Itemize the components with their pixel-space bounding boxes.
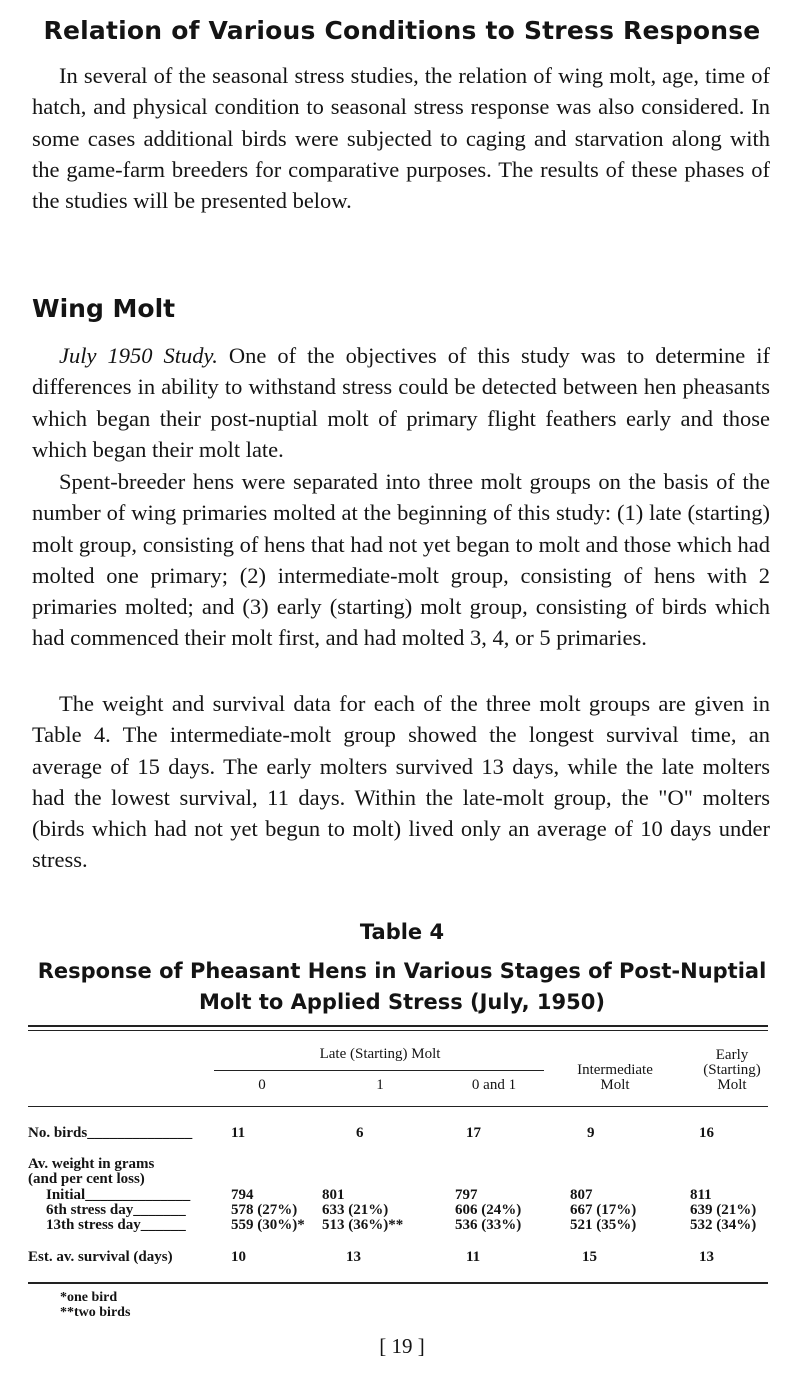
cell-initial-early: 811 [690, 1187, 712, 1203]
table-title-line-1: Response of Pheasant Hens in Various Stages of Post-Nuptial [37, 959, 767, 983]
weight-header [28, 1157, 154, 1187]
footnote-one-bird: *one bird [60, 1290, 118, 1305]
section-heading: Relation of Various Conditions to Stress Response [43, 16, 761, 45]
page-number: [ 19 ] [379, 1334, 425, 1358]
intro-paragraph: In several of the seasonal stress studies, the relation of wing molt, age, time of hatch, and physical condition to seasonal stress response was also considered. In some cases additional birds were subjected to caging and starvation along with the game-farm breeders for comparative purposes. The results of these phases of the studies will be presented below. [32, 63, 770, 214]
cell-survival-early: 13 [699, 1249, 714, 1265]
cell-birds-1: 6 [356, 1125, 364, 1141]
cell-survival-0and1: 11 [466, 1249, 481, 1265]
table-label: Table 4 [359, 920, 445, 944]
col-header-0-and-1: 0 and 1 [471, 1077, 517, 1093]
table-title [0, 956, 804, 1018]
cell-initial-1: 801 [322, 1187, 345, 1203]
row-label-birds: No. birds______________ [28, 1125, 193, 1141]
col-header-1: 1 [376, 1077, 384, 1093]
table-bottom-rule [28, 1282, 768, 1284]
weight-header-line-1: Av. weight in grams [28, 1156, 155, 1172]
table-top-rule-thin [28, 1030, 768, 1031]
cell-6th-0: 578 (27%) [231, 1202, 298, 1218]
footnote-two-birds: **two birds [60, 1305, 131, 1320]
row-label-initial: Initial______________ [46, 1187, 191, 1203]
col-header-early-line-1: Early [715, 1047, 749, 1063]
molt-paragraph-2: Spent-breeder hens were separated into three molt groups on the basis of the number of wing primaries molted at the beginning of this study: (1) late (starting) molt group, consisting of hens that had not yet began to molt and those which had molted one primary; (2) intermediate-molt group, consisting of hens with 2 primaries molted; and (3) early (starting) molt group, consisting of birds which had commenced their molt first, and had molted 3, 4, or 5 primaries. [32, 469, 770, 651]
cell-6th-intermediate: 667 (17%) [570, 1202, 637, 1218]
col-header-early [686, 1048, 778, 1093]
cell-survival-1: 13 [346, 1249, 361, 1265]
group-header-late-rule [214, 1070, 544, 1071]
table-footnotes [60, 1290, 130, 1320]
subsection-heading: Wing Molt [32, 294, 176, 323]
cell-birds-intermediate: 9 [587, 1125, 595, 1141]
cell-6th-1: 633 (21%) [322, 1202, 389, 1218]
col-header-intermediate-line-1: Intermediate [577, 1062, 653, 1078]
cell-13th-intermediate: 521 (35%) [570, 1217, 637, 1233]
row-label-6th: 6th stress day_______ [46, 1202, 186, 1218]
cell-13th-0: 559 (30%)* [231, 1217, 305, 1233]
cell-birds-0: 11 [231, 1125, 246, 1141]
col-header-0: 0 [258, 1077, 266, 1093]
group-header-late: Late (Starting) Molt [319, 1046, 441, 1062]
cell-13th-0and1: 536 (33%) [455, 1217, 522, 1233]
table-top-rule [28, 1025, 768, 1027]
molt-paragraph-1-text: One of the objectives of this study was to determine if differences in ability to withstand stress could be detected between hen pheasants which began their post-nuptial molt of primary flight feathers early and those which began their molt late. [32, 343, 770, 462]
cell-survival-intermediate: 15 [582, 1249, 597, 1265]
cell-6th-early: 639 (21%) [690, 1202, 757, 1218]
cell-13th-1: 513 (36%)** [322, 1217, 404, 1233]
col-header-intermediate [556, 1063, 674, 1093]
table-title-line-2: Molt to Applied Stress (July, 1950) [199, 990, 605, 1014]
weight-header-line-2: (and per cent loss) [28, 1171, 145, 1187]
col-header-early-line-3: Molt [717, 1077, 747, 1093]
row-label-13th: 13th stress day______ [46, 1217, 186, 1233]
col-header-intermediate-line-2: Molt [600, 1077, 630, 1093]
cell-survival-0: 10 [231, 1249, 246, 1265]
table-header-rule [28, 1106, 768, 1107]
cell-6th-0and1: 606 (24%) [455, 1202, 522, 1218]
molt-paragraph-1 [32, 340, 770, 465]
cell-birds-0and1: 17 [466, 1125, 481, 1141]
cell-birds-early: 16 [699, 1125, 714, 1141]
row-label-survival: Est. av. survival (days) [28, 1249, 173, 1265]
cell-13th-early: 532 (34%) [690, 1217, 757, 1233]
molt-paragraph-3: The weight and survival data for each of the three molt groups are given in Table 4. The intermediate-molt group showed the longest survival time, an average of 15 days. The early molters survived 13 days, while the late molters had the lowest survival, 11 days. Within the late-molt group, the "O" molters (birds which had not yet begun to molt) lived only an average of 10 days under stress. [32, 691, 770, 873]
cell-initial-0: 794 [231, 1187, 254, 1203]
col-header-early-line-2: (Starting) [703, 1062, 761, 1078]
cell-initial-intermediate: 807 [570, 1187, 593, 1203]
study-label: July 1950 Study. [59, 343, 218, 368]
cell-initial-0and1: 797 [455, 1187, 478, 1203]
